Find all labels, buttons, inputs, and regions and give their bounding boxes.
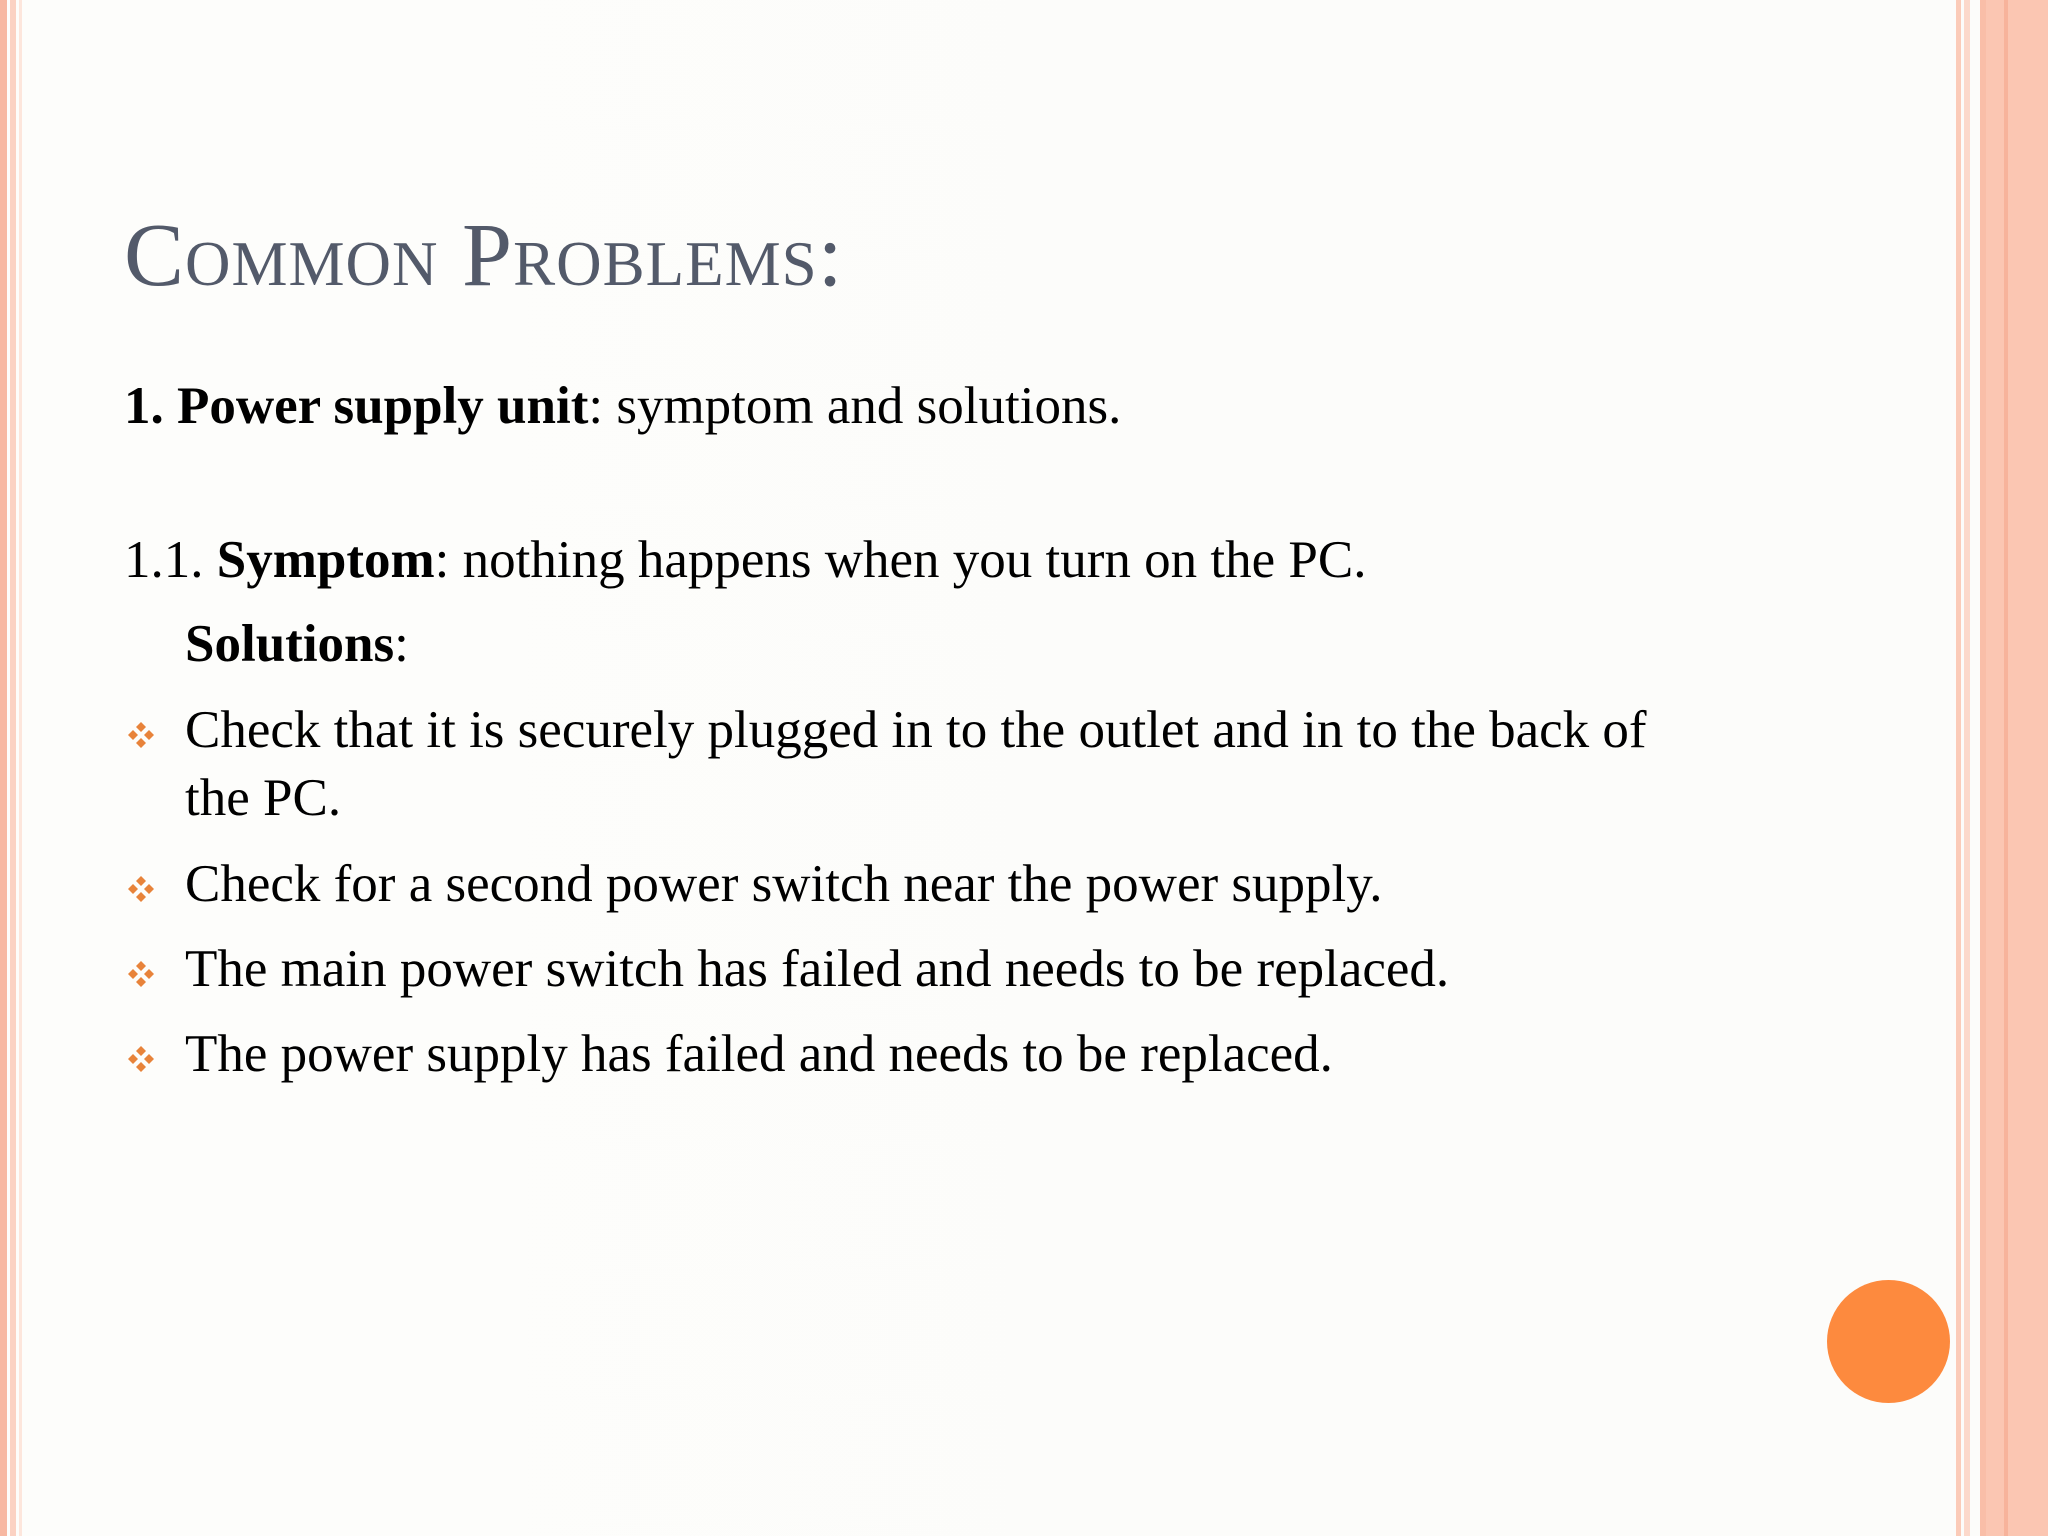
section-number: 1. bbox=[124, 377, 164, 435]
right-border-stripe bbox=[2004, 0, 2008, 1536]
left-border-stripe bbox=[10, 0, 16, 1536]
right-border-stripe bbox=[1956, 0, 1961, 1536]
solutions-label: Solutions bbox=[185, 615, 395, 673]
left-border-stripe bbox=[19, 0, 22, 1536]
solutions-colon: : bbox=[394, 615, 409, 673]
right-border-stripe bbox=[1964, 0, 1970, 1536]
list-item-text: Check for a second power switch near the power supply. bbox=[185, 855, 1383, 913]
four-diamond-bullet-icon bbox=[124, 957, 158, 991]
section-heading-bold: Power supply unit bbox=[177, 377, 589, 435]
orange-circle-decoration bbox=[1827, 1280, 1950, 1403]
symptom-number: 1.1. bbox=[124, 531, 204, 589]
list-item-text: Check that it is securely plugged in to the outlet and in to the back of bbox=[185, 701, 1647, 759]
right-border-stripe bbox=[1980, 0, 1986, 1536]
list-item-text: The power supply has failed and needs to be replaced. bbox=[185, 1025, 1333, 1083]
left-border-stripe bbox=[0, 0, 7, 1536]
solutions-label-line bbox=[185, 612, 409, 676]
list-item-text-continued: the PC. bbox=[185, 769, 342, 827]
symptom-label: Symptom bbox=[216, 531, 435, 589]
list-item-text: The main power switch has failed and needs to be replaced. bbox=[185, 940, 1450, 998]
four-diamond-bullet-icon bbox=[124, 872, 158, 906]
right-border-band bbox=[1986, 0, 2048, 1536]
symptom-line bbox=[124, 528, 1367, 592]
slide-title: Common Problems: bbox=[124, 206, 844, 305]
four-diamond-bullet-icon bbox=[124, 718, 158, 752]
four-diamond-bullet-icon bbox=[124, 1042, 158, 1076]
section-heading-rest: : symptom and solutions. bbox=[588, 377, 1122, 435]
symptom-text: : nothing happens when you turn on the PC. bbox=[434, 531, 1367, 589]
section-heading bbox=[124, 374, 1121, 438]
